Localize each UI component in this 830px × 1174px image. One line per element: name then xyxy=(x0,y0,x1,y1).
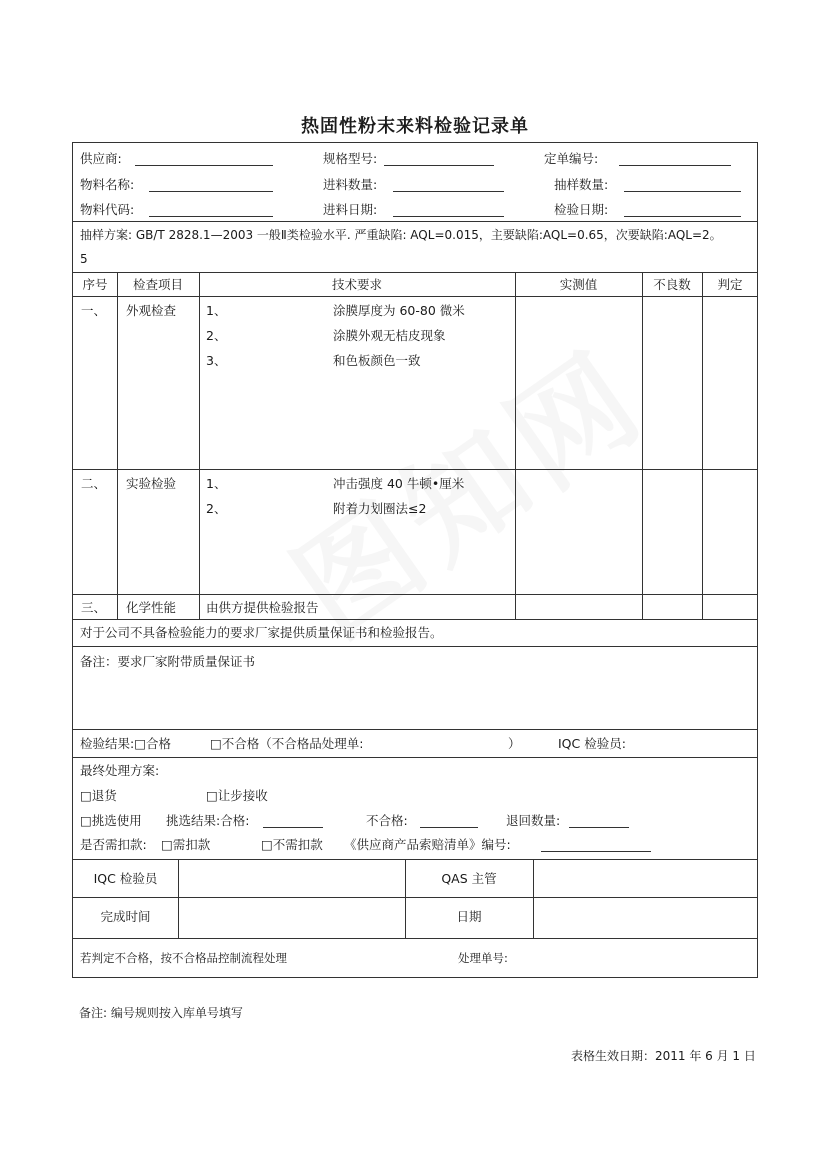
divider xyxy=(405,859,406,938)
result-fail-checkbox[interactable]: □不合格（不合格品处理单: xyxy=(210,736,364,751)
final-title: 最终处理方案: xyxy=(80,763,160,778)
req-text: 涂膜厚度为 60-80 微米 xyxy=(333,303,465,318)
deduct-no-checkbox[interactable]: □不需扣款 xyxy=(261,837,323,852)
req-index: 1、 xyxy=(206,303,227,318)
unqualified-label: 不合格: xyxy=(366,813,408,828)
sampling-plan: 抽样方案: GB/T 2828.1—2003 一般Ⅱ类检验水平. 严重缺陷: AQL=0.015，主要缺陷:AQL=0.65，次要缺陷:AQL=2。 xyxy=(80,228,722,242)
deduct-yes-checkbox[interactable]: □需扣款 xyxy=(161,837,211,852)
footer-note: 备注: 编号规则按入库单号填写 xyxy=(79,1006,243,1020)
return-qty-field[interactable] xyxy=(569,827,629,828)
divider xyxy=(73,296,757,297)
pick-pass-field[interactable] xyxy=(263,827,323,828)
return-checkbox[interactable]: □退货 xyxy=(80,788,117,803)
unqualified-field[interactable] xyxy=(420,827,478,828)
spec-field[interactable] xyxy=(384,165,494,166)
material-name-label: 物料名称: xyxy=(80,177,135,192)
effective-date: 表格生效日期：2011 年 6 月 1 日 xyxy=(571,1049,756,1063)
deduct-label: 是否需扣款: xyxy=(80,837,147,852)
sampling-plan-cont: 5 xyxy=(80,252,88,266)
divider xyxy=(73,757,757,758)
divider xyxy=(73,272,757,273)
divider xyxy=(199,272,200,619)
row-no: 二、 xyxy=(81,476,107,491)
divider xyxy=(642,272,643,619)
iqc-inspector-label: IQC 检验员: xyxy=(558,736,626,751)
divider xyxy=(73,897,757,898)
incoming-qty-field[interactable] xyxy=(393,191,504,192)
req-text: 涂膜外观无桔皮现象 xyxy=(333,328,446,343)
req-index: 3、 xyxy=(206,353,227,368)
order-no-field[interactable] xyxy=(619,165,731,166)
result-pass-checkbox[interactable]: 检验结果:□合格 xyxy=(80,736,172,751)
sample-qty-label: 抽样数量: xyxy=(554,177,609,192)
col-header-defects: 不良数 xyxy=(653,277,691,292)
col-header-no: 序号 xyxy=(82,277,108,292)
claim-no-field[interactable] xyxy=(541,851,651,852)
incoming-date-field[interactable] xyxy=(393,216,504,217)
inspection-form xyxy=(72,142,758,978)
req-index: 2、 xyxy=(206,328,227,343)
sample-qty-field[interactable] xyxy=(624,191,741,192)
row-item: 化学性能 xyxy=(126,600,177,615)
supplier-label: 供应商: xyxy=(80,151,122,166)
incoming-qty-label: 进料数量: xyxy=(323,177,378,192)
material-code-label: 物料代码: xyxy=(80,202,135,217)
divider xyxy=(73,594,757,595)
req-index: 2、 xyxy=(206,501,227,516)
return-qty-label: 退回数量: xyxy=(506,813,561,828)
divider xyxy=(117,272,118,619)
date-label: 日期 xyxy=(456,909,482,924)
order-no-label: 定单编号: xyxy=(544,151,599,166)
material-name-field[interactable] xyxy=(149,191,273,192)
divider xyxy=(73,859,757,860)
col-header-requirement: 技术要求 xyxy=(331,277,382,292)
row-no: 一、 xyxy=(81,303,107,318)
incoming-date-label: 进料日期: xyxy=(323,202,378,217)
claim-no-label: 《供应商产品索赔清单》编号: xyxy=(344,837,511,852)
divider xyxy=(73,938,757,939)
req-index: 1、 xyxy=(206,476,227,491)
req-text: 冲击强度 40 牛顿•厘米 xyxy=(333,476,465,491)
material-code-field[interactable] xyxy=(149,216,273,217)
pick-checkbox[interactable]: □挑选使用 xyxy=(80,813,142,828)
pick-result-label: 挑选结果:合格: xyxy=(166,813,250,828)
col-header-judgement: 判定 xyxy=(717,277,743,292)
done-time-label: 完成时间 xyxy=(100,909,151,924)
divider xyxy=(73,729,757,730)
divider xyxy=(73,646,757,647)
col-header-item: 检查项目 xyxy=(132,277,183,292)
inspect-date-field[interactable] xyxy=(624,216,741,217)
divider xyxy=(73,221,757,222)
supplier-field[interactable] xyxy=(135,165,273,166)
divider xyxy=(702,272,703,619)
inspect-date-label: 检验日期: xyxy=(554,202,609,217)
process-no-label: 处理单号: xyxy=(458,951,508,965)
divider xyxy=(178,859,179,938)
req-text: 由供方提供检验报告 xyxy=(206,600,319,615)
divider xyxy=(73,469,757,470)
remark-text: 备注：要求厂家附带质量保证书 xyxy=(80,654,256,669)
qas-label: QAS 主管 xyxy=(441,871,497,886)
form-title: 热固性粉末来料检验记录单 xyxy=(301,116,529,137)
divider xyxy=(73,619,757,620)
req-text: 附着力划圈法≤2 xyxy=(333,501,427,516)
result-paren: ） xyxy=(508,736,521,751)
req-text: 和色板颜色一致 xyxy=(333,353,421,368)
divider xyxy=(533,859,534,938)
col-header-measured: 实测值 xyxy=(559,277,598,292)
iqc-label: IQC 检验员 xyxy=(93,871,158,886)
row-item: 外观检查 xyxy=(126,303,177,318)
spec-label: 规格型号: xyxy=(323,151,378,166)
fail-rule-text: 若判定不合格，按不合格品控制流程处理 xyxy=(80,951,287,965)
row-no: 三、 xyxy=(81,600,107,615)
concession-checkbox[interactable]: □让步接收 xyxy=(206,788,268,803)
divider xyxy=(515,272,516,619)
notice-text: 对于公司不具备检验能力的要求厂家提供质量保证书和检验报告。 xyxy=(80,625,443,640)
row-item: 实验检验 xyxy=(126,476,177,491)
